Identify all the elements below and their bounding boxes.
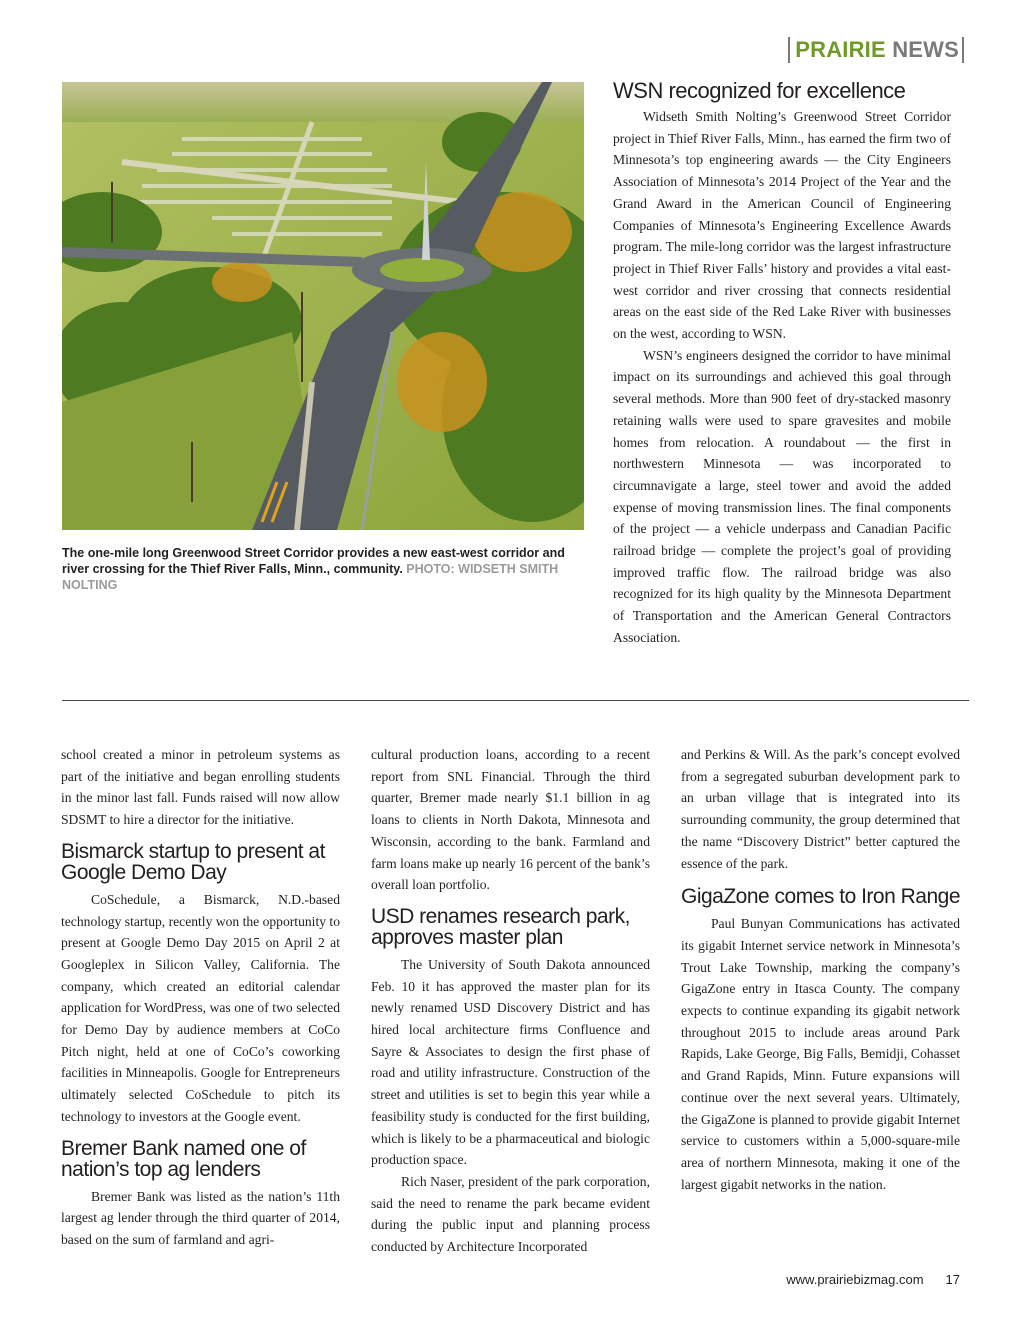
page-footer: [786, 1272, 960, 1287]
article-body-usd-1: The University of South Dakota announced Feb. 10 it has approved the master plan for its newly renamed USD Discovery District and has hired local architecture firms Confluence and Sayre & Associates to design the first phase of road and utility infrastructure. Construction of the street and utilities is set to begin this year while a feasibility study is conducted for the first building, which is likely to be a pharmaceutical and biologic production space.: [371, 956, 650, 1168]
continued-text: cultural production loans, according to a recent report from SNL Financial. Through the third quarter, Bremer made nearly $1.1 billion in ag loans to clients in North Dakota, Minnesota and Wisconsin, according to the bank. Farmland and farm loans make up nearly 16 percent of the bank’s overall loan portfolio.: [371, 747, 650, 893]
feature-paragraph-2: WSN’s engineers designed the corridor to have minimal impact on its surroundings and achieved this goal through several methods. More than 900 feet of dry-stacked masonry retaining walls were used to spare gravesites and mobile homes from relocation. A roundabout — the first in northwestern Minnesota — was incorporated to circumnavigate a large, steel tower and avoid the added expense of moving transmission lines. The final components of the project — a vehicle underpass and Canadian Pacific railroad bridge — complete the project’s goal of providing improved traffic flow. The railroad bridge was also recognized for its high quality by the Minnesota Department of Transportation and the American General Contractors Association.: [613, 347, 951, 645]
column-2: [371, 744, 650, 1258]
column-1: [61, 744, 340, 1251]
feature-article: [613, 78, 951, 649]
continued-text: school created a minor in petroleum systems as part of the initiative and began enrolling students in the minor last fall. Funds raised will now allow SDSMT to hire a director for the initiative.: [61, 747, 340, 828]
article-body-gigazone: Paul Bunyan Communications has activated its gigabit Internet service network in Minnesota’s Trout Lake Township, marking the company’s GigaZone entry in Itasca County. The company expects to continue expanding its gigabit network throughout 2015 to include areas around Park Rapids, Lake George, Big Falls, Bemidji, Cohasset and Grand Rapids, Minn. Future expansions will continue over the next several years. Ultimately, the GigaZone is planned to provide gigabit Internet service to customers within a 5,000-square-mile area of northern Minnesota, making it one of the largest gigabit networks in the nation.: [681, 916, 960, 1192]
feature-paragraph-1: Widseth Smith Nolting’s Greenwood Street Corridor project in Thief River Falls, Minn., has earned the firm two of Minnesota’s top engineering awards — the City Engineers Association of Minnesota’s 2014 Project of the Year and the Grand Award in the American Council of Engineering Companies of Minnesota’s Engineering Excellence Awards program. The mile-long corridor was the largest infrastructure project in Thief River Falls’ history and provides a vital east-west corridor and river crossing that connects residential areas on the east side of the Red Lake River with businesses on the west, according to WSN.: [613, 109, 951, 342]
photo-credit: PHOTO: WIDSETH SMITH NOLTING: [62, 562, 559, 592]
section-header: [788, 36, 964, 64]
section-divider: [62, 700, 969, 701]
article-body-bremer: Bremer Bank was listed as the nation’s 11th largest ag lender through the third quarter of 2014, based on the sum of farmland and agri-: [61, 1188, 340, 1247]
section-title-news: NEWS: [892, 37, 959, 62]
caption-text: The one-mile long Greenwood Street Corridor provides a new east-west corridor and river crossing for the Thief River Falls, Minn., community.: [62, 546, 565, 576]
section-title: [790, 37, 962, 63]
corridor-aerial-photo: [62, 82, 584, 530]
article-title-gigazone: GigaZone comes to Iron Range: [681, 885, 960, 909]
section-title-prairie: PRAIRIE: [795, 37, 886, 62]
aerial-illustration: [62, 82, 584, 530]
page-number: 17: [945, 1272, 960, 1287]
photo-caption: [62, 545, 572, 593]
header-divider-right: [962, 37, 964, 63]
footer-url: www.prairiebizmag.com: [786, 1272, 924, 1287]
article-body-bismarck: CoSchedule, a Bismarck, N.D.-based technology startup, recently won the opportunity to present at Google Demo Day 2015 on April 2 at Googleplex in Silicon Valley, California. The company, which created an editorial calendar application for WordPress, was one of two selected for Demo Day by audience members at CoCo Pitch night, held at one of CoCo’s coworking facilities in Minneapolis. Google for Entrepreneurs ultimately selected CoSchedule to pitch its technology to investors at the Google event.: [61, 891, 340, 1124]
article-title-usd: USD renames research park, approves master plan: [371, 904, 630, 949]
article-body-usd-2: Rich Naser, president of the park corporation, said the need to rename the park became evident during the public input and planning process conducted by Architecture Incorporated: [371, 1173, 650, 1255]
article-title-bremer: Bremer Bank named one of nation’s top ag lenders: [61, 1136, 306, 1181]
article-title-bismarck: Bismarck startup to present at Google Demo Day: [61, 839, 325, 884]
continued-text: and Perkins & Will. As the park’s concept evolved from a segregated suburban development park to an urban village that is integrated into its surrounding community, the group determined that the name “Discovery District” better captured the essence of the park.: [681, 747, 960, 871]
feature-title: WSN recognized for excellence: [613, 78, 906, 103]
column-3: [681, 744, 960, 1195]
